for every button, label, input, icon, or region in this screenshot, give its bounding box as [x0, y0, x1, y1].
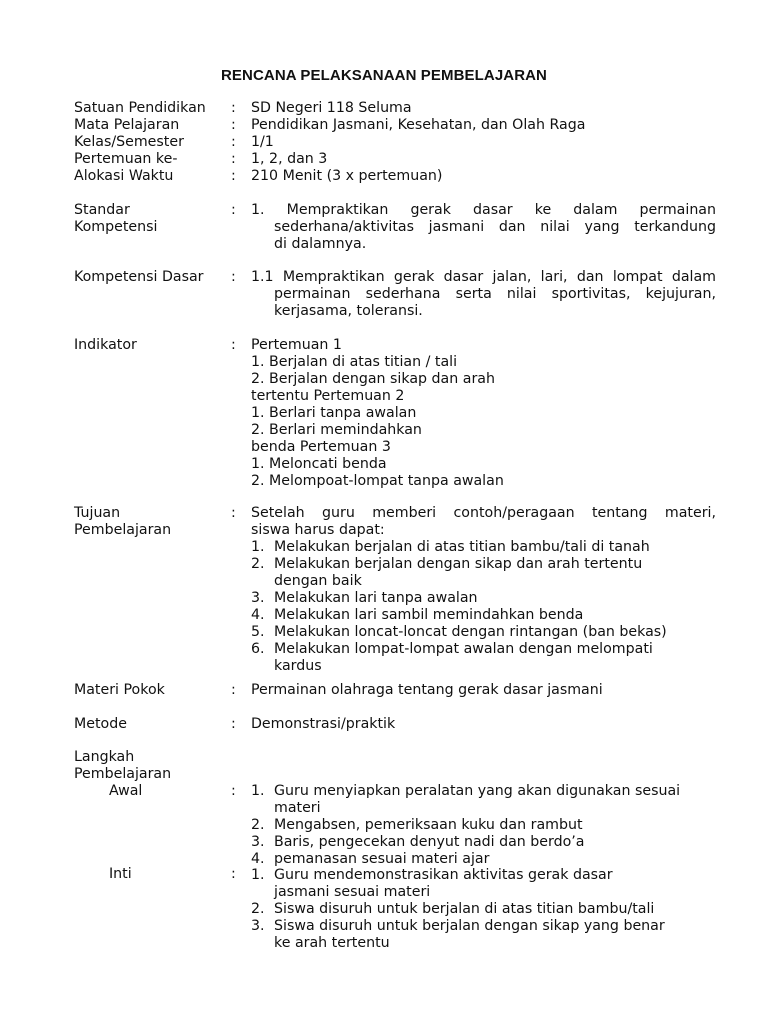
list-number: 4.: [251, 607, 265, 623]
colon: :: [231, 100, 236, 116]
list-number: 4.: [251, 851, 265, 867]
text-line: sederhana/aktivitas jasmani dan nilai yang terkandung: [274, 219, 716, 235]
list-item: Melakukan lari sambil memindahkan benda: [274, 607, 584, 623]
tujuan-intro: [251, 505, 716, 522]
indikator-line: 1. Berlari tanpa awalan: [251, 405, 417, 421]
identity-value: Pendidikan Jasmani, Kesehatan, dan Olah Raga: [251, 117, 586, 133]
text-line: Setelah guru memberi contoh/peragaan tentang materi,: [251, 505, 716, 521]
subsection-label: Inti: [109, 866, 132, 882]
colon: :: [231, 716, 236, 732]
identity-label: Pertemuan ke-: [74, 151, 178, 167]
list-number: 3.: [251, 834, 265, 850]
section-label: Indikator: [74, 337, 137, 353]
section-label: Metode: [74, 716, 127, 732]
colon: :: [231, 269, 236, 285]
list-item: Siswa disuruh untuk berjalan di atas titian bambu/tali: [274, 901, 655, 917]
list-item: jasmani sesuai materi: [274, 884, 431, 900]
list-item: materi: [274, 800, 321, 816]
colon: :: [231, 168, 236, 184]
metode-value: Demonstrasi/praktik: [251, 716, 396, 732]
indikator-line: 1. Berjalan di atas titian / tali: [251, 354, 458, 370]
list-item: Melakukan berjalan dengan sikap dan arah tertentu: [274, 556, 643, 572]
materi-value: Permainan olahraga tentang gerak dasar jasmani: [251, 682, 603, 698]
identity-value: 210 Menit (3 x pertemuan): [251, 168, 443, 184]
list-item: Melakukan berjalan di atas titian bambu/tali di tanah: [274, 539, 650, 555]
list-item: Guru menyiapkan peralatan yang akan digunakan sesuai: [274, 783, 681, 799]
indikator-line: 1. Meloncati benda: [251, 456, 387, 472]
section-label: Tujuan: [74, 505, 121, 521]
identity-value: 1, 2, dan 3: [251, 151, 328, 167]
colon: :: [231, 505, 236, 521]
list-item: dengan baik: [274, 573, 362, 589]
list-item: ke arah tertentu: [274, 935, 390, 951]
text-line: di dalamnya.: [274, 236, 367, 252]
list-number: 3.: [251, 918, 265, 934]
colon: :: [231, 682, 236, 698]
list-number: 1.: [251, 539, 265, 555]
text-line: siswa harus dapat:: [251, 522, 385, 538]
indikator-line: 2. Berlari memindahkan: [251, 422, 422, 438]
colon: :: [231, 117, 236, 133]
identity-label: Kelas/Semester: [74, 134, 184, 150]
list-number: 3.: [251, 590, 265, 606]
list-item: kardus: [274, 658, 322, 674]
identity-value: 1/1: [251, 134, 274, 150]
text-line: 1.1 Mempraktikan gerak dasar jalan, lari, dan lompat dalam: [251, 269, 716, 285]
indikator-line: tertentu Pertemuan 2: [251, 388, 405, 404]
kompetensi-dasar-text: [251, 269, 716, 320]
list-item: Melakukan loncat-loncat dengan rintangan (ban bekas): [274, 624, 667, 640]
list-number: 2.: [251, 901, 265, 917]
list-number: 2.: [251, 556, 265, 572]
list-number: 1.: [251, 867, 265, 883]
list-item: Guru mendemonstrasikan aktivitas gerak dasar: [274, 867, 613, 883]
colon: :: [231, 134, 236, 150]
list-number: 2.: [251, 817, 265, 833]
colon: :: [231, 202, 236, 218]
section-label: Standar: [74, 202, 130, 218]
list-item: Mengabsen, pemeriksaan kuku dan rambut: [274, 817, 583, 833]
text-line: kerjasama, toleransi.: [274, 303, 423, 319]
subsection-label: Awal: [109, 783, 143, 799]
section-label: Pembelajaran: [74, 522, 172, 538]
document-title: RENCANA PELAKSANAAN PEMBELAJARAN: [221, 67, 547, 84]
colon: :: [231, 151, 236, 167]
text-line: 1. Mempraktikan gerak dasar ke dalam permainan: [251, 202, 716, 218]
colon: :: [231, 783, 236, 799]
indikator-line: 2. Berjalan dengan sikap dan arah: [251, 371, 495, 387]
list-item: Melakukan lompat-lompat awalan dengan melompati: [274, 641, 653, 657]
identity-label: Mata Pelajaran: [74, 117, 180, 133]
list-item: Melakukan lari tanpa awalan: [274, 590, 478, 606]
list-item: Siswa disuruh untuk berjalan dengan sikap yang benar: [274, 918, 665, 934]
colon: :: [231, 337, 236, 353]
list-item: Baris, pengecekan denyut nadi dan berdo’a: [274, 834, 585, 850]
colon: :: [231, 866, 236, 882]
list-number: 1.: [251, 783, 265, 799]
identity-label: Satuan Pendidikan: [74, 100, 206, 116]
section-label: Materi Pokok: [74, 682, 165, 698]
text-line: permainan sederhana serta nilai sportivitas, kejujuran,: [274, 286, 716, 302]
section-label: Kompetensi Dasar: [74, 269, 204, 285]
section-label: Kompetensi: [74, 219, 158, 235]
section-label: Pembelajaran: [74, 766, 172, 782]
identity-label: Alokasi Waktu: [74, 168, 174, 184]
section-label: Langkah: [74, 749, 135, 765]
indikator-line: 2. Melompoat-lompat tanpa awalan: [251, 473, 504, 489]
list-item: pemanasan sesuai materi ajar: [274, 851, 490, 867]
list-number: 5.: [251, 624, 265, 640]
list-number: 6.: [251, 641, 265, 657]
indikator-line: benda Pertemuan 3: [251, 439, 391, 455]
indikator-line: Pertemuan 1: [251, 337, 342, 353]
standar-text: [251, 202, 716, 253]
identity-value: SD Negeri 118 Seluma: [251, 100, 412, 116]
